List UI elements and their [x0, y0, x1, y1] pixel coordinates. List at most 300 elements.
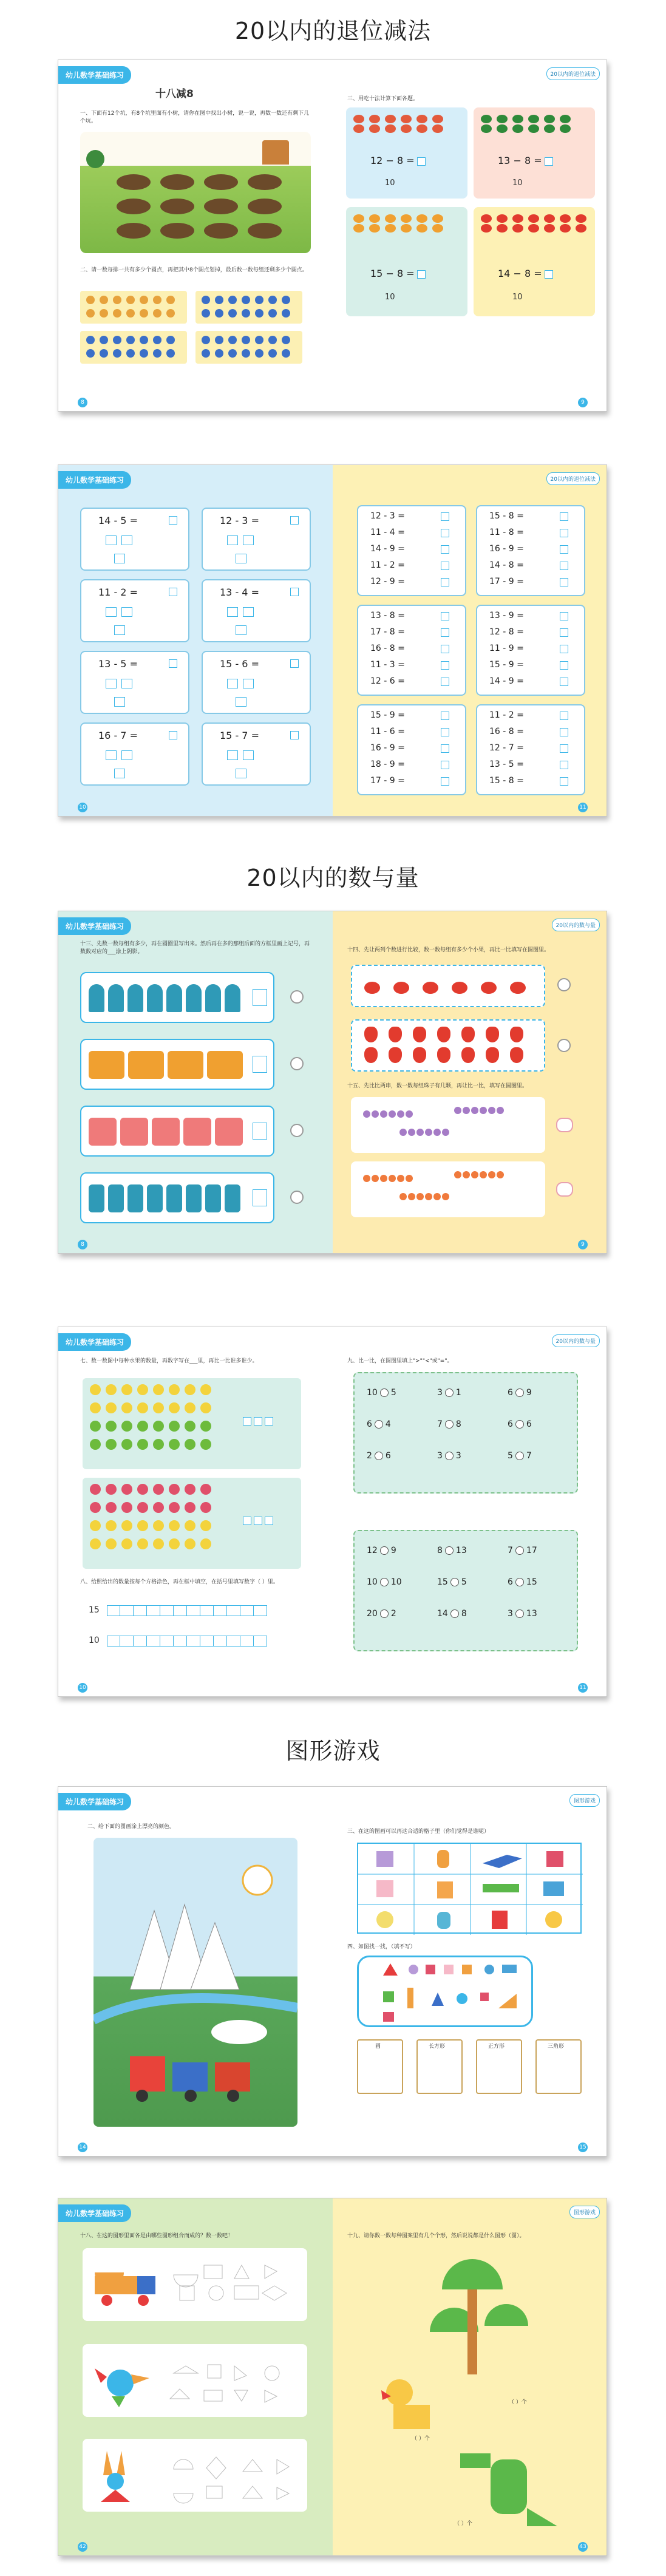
equation-text: 17 - 8 = — [370, 627, 405, 637]
answer-box[interactable] — [441, 645, 449, 653]
split-box[interactable] — [106, 607, 117, 617]
fruit-icon — [481, 124, 492, 133]
answer-blank[interactable]: （ ）个 — [412, 2436, 430, 2442]
question-14: 十四、先让两列个数进行比较，数一数每组有多少个小果，再比一比填写在圆圈里。 — [347, 947, 550, 953]
apple-icon — [137, 1439, 148, 1450]
overall-icon — [89, 1184, 104, 1212]
fruit-icon — [385, 124, 396, 133]
answer-box[interactable] — [441, 612, 449, 620]
answer-blank[interactable]: （ ）个 — [454, 2521, 472, 2527]
answer-box[interactable] — [441, 678, 449, 686]
circle-shape — [107, 2473, 124, 2490]
page-number: 8 — [78, 1240, 87, 1249]
split-box[interactable] — [243, 750, 254, 760]
left-number: 3 — [437, 1451, 443, 1461]
dot-shape — [202, 296, 210, 304]
strawberry-answer-circle[interactable] — [557, 1039, 571, 1052]
coloring-scene-image — [93, 1838, 297, 2127]
fruit-icon — [416, 224, 427, 233]
answer-box[interactable] — [560, 777, 568, 786]
answer-box[interactable] — [169, 516, 177, 525]
compare-circle[interactable] — [375, 1420, 383, 1429]
answer-frame-square[interactable]: 正方形 — [476, 2039, 522, 2094]
compare-circle[interactable] — [380, 1388, 389, 1397]
coloring-grid-15[interactable] — [107, 1605, 267, 1616]
compare-circle[interactable] — [290, 990, 304, 1004]
fruit-count-box-1 — [83, 1378, 301, 1469]
dot-shape — [153, 336, 161, 344]
answer-box[interactable] — [290, 659, 299, 668]
cuboid-shape — [483, 1884, 519, 1892]
split-box[interactable] — [227, 750, 238, 760]
split-box[interactable] — [227, 607, 238, 617]
answer-box[interactable] — [560, 744, 568, 753]
wheel-shape — [136, 2090, 148, 2102]
split-box[interactable] — [114, 697, 125, 707]
triangle-shape — [432, 1993, 444, 2006]
dot-group-box — [195, 331, 302, 364]
page-left — [58, 911, 333, 1253]
book-tag: 幼儿数学基础练习 — [58, 1333, 131, 1351]
strawberry-icon — [486, 1047, 499, 1063]
overall-icon — [225, 1184, 240, 1212]
answer-box[interactable] — [290, 588, 299, 596]
bead-icon — [397, 1110, 404, 1118]
compare-circle[interactable] — [380, 1609, 389, 1618]
answer-box[interactable] — [441, 761, 449, 769]
apple-icon — [200, 1421, 211, 1432]
apple-icon — [121, 1439, 132, 1450]
lemon-icon — [106, 1538, 117, 1549]
fruit-icon — [576, 224, 586, 233]
answer-box[interactable] — [441, 562, 449, 570]
split-box[interactable] — [114, 554, 125, 563]
answer-box[interactable] — [290, 731, 299, 739]
equation-text: 14 - 9 = — [370, 544, 405, 554]
answer-frame-rectangle[interactable]: 长方形 — [416, 2039, 463, 2094]
dot-shape — [140, 296, 148, 304]
split-box[interactable] — [106, 535, 117, 545]
fruit-icon — [528, 224, 539, 233]
fruit-icon — [401, 124, 412, 133]
triangle-shape — [131, 2374, 149, 2384]
answer-frame-triangle[interactable]: 三角形 — [535, 2039, 582, 2094]
strawberry-icon — [413, 1047, 426, 1063]
answer-box[interactable] — [560, 712, 568, 720]
page-number: 11 — [578, 1683, 588, 1693]
left-number: 6 — [508, 1577, 513, 1587]
question-2: 二、请一数每排一共有多少个圆点，再把其中8个圆点划掉，最后数一数每组还剩多少个圆点。 — [80, 267, 308, 273]
equation-text: 13 - 9 = — [489, 611, 524, 620]
dot-shape — [126, 336, 135, 344]
answer-box[interactable] — [560, 628, 568, 637]
answer-box[interactable] — [253, 1189, 267, 1206]
pink-fruit-icon — [137, 1502, 148, 1513]
subtraction-cards — [80, 508, 323, 799]
bead-icon — [471, 1107, 478, 1114]
compare-circle[interactable] — [515, 1388, 524, 1397]
bead-icon — [488, 1107, 495, 1114]
cherry-icon — [481, 982, 497, 994]
grid-cell[interactable] — [227, 1605, 240, 1616]
grid-cell[interactable] — [160, 1605, 174, 1616]
strawberry-icon — [413, 1027, 426, 1042]
split-box[interactable] — [121, 535, 132, 545]
outline-shapes — [170, 2365, 279, 2402]
subtraction-card — [202, 579, 311, 642]
hole-shape — [248, 174, 282, 190]
left-number: 10 — [367, 1577, 378, 1587]
grid-cell[interactable] — [174, 1636, 187, 1647]
pink-fruit-icon — [90, 1502, 101, 1513]
comparison-pair — [367, 1577, 402, 1587]
lesson-title: 十八减8 — [155, 88, 194, 100]
split-box[interactable] — [227, 535, 238, 545]
grid-cell[interactable] — [240, 1605, 254, 1616]
wheel-shape — [185, 2090, 197, 2102]
answer-box[interactable] — [441, 728, 449, 736]
answer-box[interactable] — [290, 516, 299, 525]
section-title-quantity: 20以内的数与量 — [246, 865, 420, 891]
compare-circle[interactable] — [515, 1452, 524, 1460]
grid-cell[interactable] — [187, 1605, 200, 1616]
fruit-icon — [481, 214, 492, 223]
bead-icon — [454, 1107, 461, 1114]
answer-box[interactable] — [441, 512, 449, 521]
right-number: 13 — [526, 1609, 537, 1619]
answer-box[interactable] — [441, 661, 449, 670]
overall-icon — [147, 1184, 163, 1212]
split-box[interactable] — [121, 679, 132, 688]
square-shape — [444, 1965, 454, 1974]
fruit-icon — [432, 115, 443, 123]
fruit-icon — [385, 115, 396, 123]
grid-cell[interactable] — [227, 1636, 240, 1647]
page-right — [333, 911, 607, 1253]
page-left — [58, 1787, 333, 2156]
dinosaur-tail-shape — [527, 2508, 557, 2526]
comparison-pair — [508, 1609, 537, 1619]
subtraction-card — [80, 651, 189, 714]
grid-cell[interactable] — [107, 1636, 120, 1647]
subtraction-card — [80, 722, 189, 786]
grid-cell[interactable] — [174, 1605, 187, 1616]
fruit-icon — [544, 224, 555, 233]
fruit-icon — [560, 124, 571, 133]
grid-cell[interactable] — [214, 1605, 227, 1616]
strawberry-icon — [461, 1027, 475, 1042]
shape-truck-drawing — [83, 2248, 307, 2321]
sphere-shape — [545, 1911, 562, 1928]
dot-shape — [215, 349, 223, 358]
grid-cell[interactable] — [147, 1605, 160, 1616]
right-number: 5 — [461, 1577, 467, 1587]
purple-bead-strings — [363, 1104, 533, 1147]
apple-icon — [169, 1421, 180, 1432]
hat-icon — [225, 984, 240, 1012]
answer-box[interactable] — [560, 761, 568, 769]
dot-shape — [166, 309, 175, 318]
compare-circle[interactable] — [290, 1191, 304, 1204]
fruit-icon — [528, 124, 539, 133]
workbook-spread-5 — [58, 1786, 607, 2156]
answer-frame-circle[interactable]: 圆 — [357, 2039, 403, 2094]
compare-circle[interactable] — [380, 1578, 389, 1586]
watermelon-row — [353, 115, 463, 133]
equation-text: 11 - 8 = — [489, 528, 524, 537]
split-box[interactable] — [236, 697, 246, 707]
strawberry-icon — [389, 1027, 402, 1042]
comparison-pair — [508, 1419, 532, 1429]
answer-blank[interactable]: （ ）个 — [509, 2399, 527, 2405]
pink-fruit-icon — [185, 1502, 195, 1513]
compare-circle[interactable] — [445, 1420, 454, 1429]
answer-box[interactable] — [560, 678, 568, 686]
bead-icon — [416, 1129, 424, 1136]
grid-cell[interactable] — [160, 1636, 174, 1647]
equation-text: 16 - 8 = — [370, 644, 405, 653]
answer-box[interactable] — [560, 612, 568, 620]
grid-cell[interactable] — [200, 1605, 214, 1616]
split-box[interactable] — [114, 769, 125, 778]
bead-icon — [363, 1175, 370, 1182]
dot-shape — [86, 336, 95, 344]
grid-cell[interactable] — [134, 1636, 147, 1647]
compare-circle[interactable] — [515, 1546, 524, 1555]
right-number: 5 — [390, 1388, 396, 1398]
orange-row — [353, 214, 463, 233]
split-box[interactable] — [227, 679, 238, 688]
compare-circle[interactable] — [515, 1420, 524, 1429]
fruit-icon — [560, 224, 571, 233]
fruit-icon — [512, 124, 523, 133]
train-cab-shape — [130, 2056, 165, 2092]
answer-box[interactable] — [560, 512, 568, 521]
apple-icon — [106, 1439, 117, 1450]
split-box[interactable] — [243, 535, 254, 545]
dinosaur-body-shape — [491, 2459, 527, 2514]
compare-circle[interactable] — [515, 1609, 524, 1618]
lemon-icon — [169, 1384, 180, 1395]
bead-icon — [408, 1193, 415, 1200]
apple-icon — [185, 1439, 195, 1450]
dot-shape — [268, 309, 277, 318]
grid-cell[interactable] — [187, 1636, 200, 1647]
grid-cell[interactable] — [120, 1636, 134, 1647]
grid-cell[interactable] — [240, 1636, 254, 1647]
equation-text: 13 - 5 = — [98, 658, 138, 670]
dot-shape — [126, 349, 135, 358]
answer-box[interactable] — [441, 545, 449, 554]
cherry-icon — [364, 982, 380, 994]
equation-1-split: 10 — [385, 178, 395, 188]
dot-shape — [282, 336, 290, 344]
split-box[interactable] — [106, 679, 117, 688]
equation-2-split: 10 — [512, 178, 523, 188]
workbook-spread-3 — [58, 911, 607, 1254]
answer-box[interactable] — [169, 731, 177, 739]
grid-cell[interactable] — [214, 1636, 227, 1647]
grid-cell[interactable] — [120, 1605, 134, 1616]
equation-text: 14 - 8 = — [489, 560, 524, 570]
right-number: 7 — [526, 1451, 532, 1461]
answer-box[interactable] — [253, 1056, 267, 1073]
comparison-pair — [367, 1388, 396, 1398]
answer-box[interactable] — [560, 545, 568, 554]
rectangle-shape — [502, 1965, 517, 1973]
left-number: 6 — [508, 1388, 513, 1398]
comparison-pair — [367, 1419, 391, 1429]
cherry-answer-circle[interactable] — [557, 978, 571, 991]
overall-icon — [166, 1184, 182, 1212]
compare-circle[interactable] — [515, 1578, 524, 1586]
split-box[interactable] — [243, 607, 254, 617]
compare-box-1 — [353, 1372, 578, 1494]
fruit-icon — [432, 224, 443, 233]
bead-icon — [416, 1193, 424, 1200]
right-number: 3 — [455, 1451, 461, 1461]
compare-circle[interactable] — [375, 1452, 383, 1460]
dot-shape — [113, 349, 121, 358]
split-box[interactable] — [114, 625, 125, 635]
skirt-icon — [120, 1118, 148, 1146]
answer-box[interactable] — [560, 578, 568, 586]
compare-circle[interactable] — [445, 1388, 454, 1397]
dot-shape — [215, 336, 223, 344]
compare-circle[interactable] — [380, 1546, 389, 1555]
lemon-icon — [90, 1520, 101, 1531]
fruit-icon — [481, 224, 492, 233]
split-box[interactable] — [236, 554, 246, 563]
compare-circle[interactable] — [290, 1124, 304, 1137]
answer-box[interactable] — [441, 529, 449, 537]
dot-shape — [86, 309, 95, 318]
lemon-icon — [106, 1384, 117, 1395]
cylinder-shape — [437, 1912, 450, 1929]
answer-box[interactable] — [560, 529, 568, 537]
equation-text: 16 - 9 = — [370, 743, 405, 753]
lemon-icon — [153, 1384, 164, 1395]
cuboid-shape — [437, 1881, 453, 1898]
subtraction-list-card — [476, 704, 585, 795]
grid-cell[interactable] — [107, 1605, 120, 1616]
grid-cell[interactable] — [254, 1636, 267, 1647]
page-number: 15 — [578, 2143, 588, 2152]
dot-shape — [215, 296, 223, 304]
grid-cell[interactable] — [147, 1636, 160, 1647]
fruit-box-4 — [474, 207, 595, 316]
grid-cell[interactable] — [134, 1605, 147, 1616]
compare-circle[interactable] — [450, 1578, 459, 1586]
equation-2: 13 − 8 = — [498, 155, 553, 166]
fruit-icon — [385, 214, 396, 223]
subtraction-card — [202, 722, 311, 786]
page-left — [58, 2198, 333, 2555]
equation-4-split: 10 — [512, 293, 523, 302]
fruit-icon — [497, 124, 508, 133]
split-box[interactable] — [236, 769, 246, 778]
lemon-icon — [185, 1538, 195, 1549]
dot-shape — [140, 336, 148, 344]
compare-circle[interactable] — [445, 1546, 454, 1555]
rectangle-shape — [407, 1988, 413, 2008]
answer-box[interactable] — [441, 578, 449, 586]
hat-icon — [205, 984, 221, 1012]
right-number: 10 — [390, 1577, 402, 1587]
subtraction-list-card — [357, 704, 466, 795]
page-number: 43 — [578, 2542, 588, 2552]
strawberry-icon — [510, 1047, 523, 1063]
pink-fruit-icon — [185, 1484, 195, 1495]
answer-box[interactable] — [560, 728, 568, 736]
split-box[interactable] — [236, 625, 246, 635]
answer-box[interactable] — [560, 562, 568, 570]
answer-box[interactable] — [441, 712, 449, 720]
triangle-shape — [95, 2368, 107, 2383]
compare-circle[interactable] — [290, 1057, 304, 1070]
answer-box[interactable] — [253, 1123, 267, 1140]
split-box[interactable] — [106, 750, 117, 760]
equation-text: 14 - 5 = — [98, 515, 138, 526]
cube-shape — [376, 1880, 393, 1897]
answer-box[interactable] — [253, 989, 267, 1006]
bead-icon — [463, 1171, 470, 1178]
grid-cell[interactable] — [254, 1605, 267, 1616]
dot-shape — [255, 336, 263, 344]
lemon-icon — [137, 1384, 148, 1395]
answer-box[interactable] — [560, 661, 568, 670]
dot-shape — [202, 309, 210, 318]
fruit-icon — [353, 115, 364, 123]
lemon-icon — [137, 1402, 148, 1413]
answer-box[interactable] — [169, 588, 177, 596]
skirt-icon — [152, 1118, 180, 1146]
equation-text: 13 - 5 = — [489, 760, 524, 769]
dot-shape — [282, 349, 290, 358]
dot-shape — [126, 296, 135, 304]
page-right — [333, 1327, 607, 1696]
dot-shape — [166, 336, 175, 344]
equation-text: 16 - 9 = — [489, 544, 524, 554]
split-box[interactable] — [121, 750, 132, 760]
left-number: 8 — [437, 1546, 443, 1555]
coloring-grid-10[interactable] — [107, 1636, 267, 1647]
topic-tag: 图形游戏 — [569, 1794, 600, 1807]
subtraction-lists — [357, 505, 588, 803]
comparison-pair — [437, 1546, 467, 1555]
answer-box[interactable] — [560, 645, 568, 653]
shape-bird-drawing — [83, 2344, 307, 2417]
compare-circle[interactable] — [445, 1452, 454, 1460]
equation-text: 17 - 9 = — [370, 776, 405, 786]
split-box[interactable] — [121, 607, 132, 617]
topic-tag: 20以内的退位减法 — [546, 67, 600, 80]
split-box[interactable] — [243, 679, 254, 688]
page-number: 42 — [78, 2542, 87, 2552]
compare-circle[interactable] — [450, 1609, 459, 1618]
answer-box[interactable] — [169, 659, 177, 668]
grid-cell[interactable] — [200, 1636, 214, 1647]
answer-box[interactable] — [441, 777, 449, 786]
dot-shape — [166, 349, 175, 358]
river-shape — [93, 1998, 297, 2020]
answer-box[interactable] — [441, 744, 449, 753]
hat-icon — [108, 984, 124, 1012]
answer-box[interactable] — [441, 628, 449, 637]
fruit-box-2 — [474, 107, 595, 199]
fruit-icon — [576, 214, 586, 223]
comparison-pair — [508, 1577, 537, 1587]
